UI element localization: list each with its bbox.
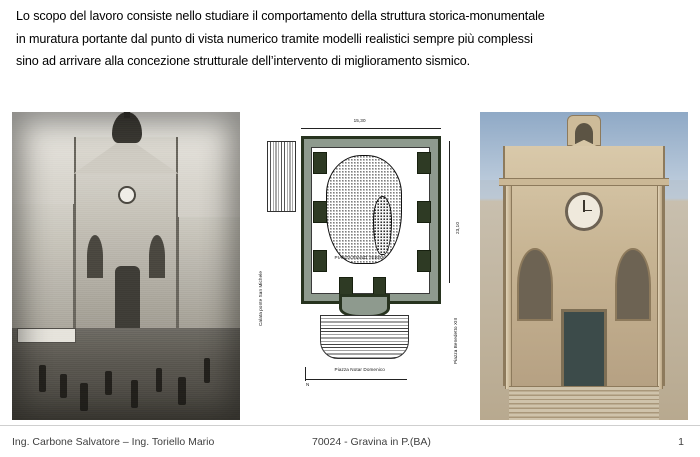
- photo-person: [131, 380, 138, 408]
- historic-photo-canvas: [12, 112, 240, 420]
- plan-north-marker: N: [305, 381, 310, 386]
- current-photo-window-right: [615, 248, 650, 322]
- photo-left-building: [12, 204, 74, 340]
- photo-person: [39, 365, 46, 393]
- plan-column: [313, 152, 327, 174]
- floor-plan-drawing: [254, 114, 466, 386]
- plan-right-dimension-label: 23,10: [455, 221, 461, 234]
- photo-church-window-right: [149, 235, 165, 278]
- plan-right-street-label: Piazza Benedetto XIII: [453, 317, 459, 365]
- floor-plan-canvas: [254, 114, 466, 386]
- plan-pillar-group: [373, 196, 392, 256]
- photo-church-portal: [115, 266, 140, 334]
- photo-person: [80, 383, 88, 411]
- figures-row: [12, 112, 688, 424]
- photo-person: [60, 374, 67, 399]
- plan-column: [417, 152, 431, 174]
- plan-right-dimension-line: [449, 141, 450, 282]
- footer-page-number: 1: [678, 435, 684, 448]
- historic-photo: [12, 112, 240, 420]
- plan-bottom-label: Piazza Notar Domenico: [334, 366, 385, 372]
- footer-location: 70024 - Gravina in P.(BA): [312, 435, 431, 448]
- plan-top-dimension-label: 15,30: [353, 118, 366, 124]
- plan-top-dimension-line: [301, 128, 441, 129]
- current-photo-cornice: [499, 178, 670, 185]
- photo-right-building: [178, 217, 240, 340]
- photo-church-dome-finial: [124, 112, 129, 118]
- current-photo-canvas: [480, 112, 688, 420]
- body-line-3: sino ad arrivare alla concezione strutturale dell’intervento di miglioramento sismico.: [16, 54, 471, 69]
- photo-person: [105, 371, 112, 396]
- plan-left-street-label: Calata ponte San Michele: [258, 271, 264, 327]
- current-photo: [480, 112, 688, 420]
- body-line-2: in muratura portante dal punto di vista numerico tramite modelli realistici sempre più complessi: [16, 31, 533, 46]
- current-photo-clock: [565, 192, 602, 231]
- current-photo-pilaster-left: [505, 186, 512, 389]
- plan-column: [313, 201, 327, 223]
- photo-church-window-left: [87, 235, 103, 278]
- current-photo-window-left: [517, 248, 552, 322]
- plan-scale-note: PIANTA PIANO TERRA: [334, 255, 385, 261]
- photo-person: [204, 358, 211, 383]
- current-photo-portal: [561, 309, 607, 392]
- slide-body-text: [16, 10, 688, 78]
- photo-person: [178, 377, 186, 405]
- plan-column: [313, 250, 327, 272]
- plan-entrance-stairs: [320, 315, 409, 359]
- photo-person: [156, 368, 163, 393]
- slide-footer: [0, 425, 700, 457]
- body-line-1: Lo scopo del lavoro consiste nello studiare il comportamento della struttura storica-monumentale: [16, 9, 545, 23]
- plan-column: [417, 201, 431, 223]
- current-photo-pilaster-right: [657, 186, 664, 389]
- photo-market-awning: [17, 328, 76, 343]
- footer-authors: Ing. Carbone Salvatore – Ing. Toriello Mario: [12, 435, 215, 448]
- plan-adjacent-structure: [267, 141, 297, 212]
- plan-column: [417, 250, 431, 272]
- plan-bottom-leader-line: [305, 379, 407, 380]
- current-photo-steps: [509, 386, 659, 420]
